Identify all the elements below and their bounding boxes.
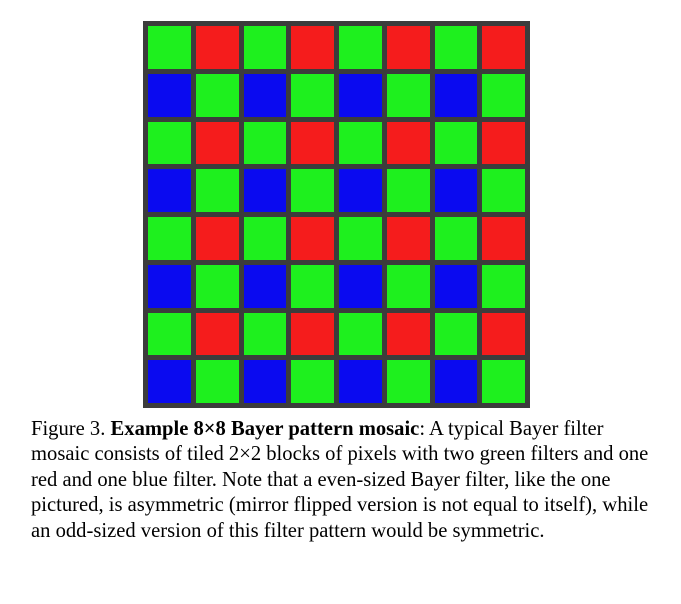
mosaic-cell-green [291,74,334,117]
mosaic-cell-green [435,217,478,260]
mosaic-cell-green [291,169,334,212]
mosaic-cell-green [148,313,191,356]
mosaic-cell-green [339,122,382,165]
mosaic-cell-blue [148,265,191,308]
mosaic-cell-red [291,313,334,356]
mosaic-cell-blue [244,169,287,212]
mosaic-cell-red [387,26,430,69]
mosaic-cell-blue [435,265,478,308]
mosaic-cell-red [387,313,430,356]
mosaic-cell-red [482,313,525,356]
mosaic-cell-green [435,122,478,165]
mosaic-cell-blue [339,74,382,117]
mosaic-cell-green [435,313,478,356]
mosaic-cell-red [291,122,334,165]
mosaic-cell-blue [148,169,191,212]
figure-caption [31,417,651,544]
mosaic-cell-green [387,74,430,117]
mosaic-cell-green [482,265,525,308]
mosaic-cell-blue [244,265,287,308]
mosaic-cell-green [148,26,191,69]
mosaic-cell-green [196,360,239,403]
mosaic-cell-blue [339,169,382,212]
mosaic-cell-red [387,217,430,260]
mosaic-cell-green [291,360,334,403]
mosaic-cell-red [196,122,239,165]
mosaic-cell-blue [244,74,287,117]
mosaic-cell-green [339,313,382,356]
mosaic-cell-green [339,217,382,260]
mosaic-cell-blue [339,265,382,308]
mosaic-cell-green [387,360,430,403]
mosaic-cell-blue [435,74,478,117]
caption-label: Figure 3. [31,418,106,440]
mosaic-cell-green [244,26,287,69]
mosaic-cell-blue [435,360,478,403]
caption-text: : A typical Bayer filter mosaic consists of tiled 2×2 blocks of pixels with two green filters and one red and one blue filter. Note that a even-sized Bayer filter, like the one pictured, is asymmetric (mirror flipped version is not equal to itself), while an odd-sized version of this filter pattern would be symmetric. [31,418,649,542]
mosaic-cell-red [196,26,239,69]
caption-title: Example 8×8 Bayer pattern mosaic [110,418,420,440]
mosaic-cell-green [244,313,287,356]
mosaic-cell-red [196,313,239,356]
mosaic-cell-green [482,74,525,117]
bayer-mosaic-grid [148,26,525,403]
mosaic-cell-green [339,26,382,69]
mosaic-cell-green [148,217,191,260]
mosaic-cell-green [244,122,287,165]
mosaic-cell-green [196,265,239,308]
mosaic-cell-red [482,122,525,165]
mosaic-cell-green [148,122,191,165]
mosaic-cell-blue [339,360,382,403]
mosaic-cell-green [482,360,525,403]
mosaic-cell-green [387,169,430,212]
mosaic-cell-green [196,169,239,212]
mosaic-cell-red [482,26,525,69]
mosaic-cell-red [291,217,334,260]
mosaic-cell-red [482,217,525,260]
mosaic-cell-red [387,122,430,165]
mosaic-cell-red [196,217,239,260]
mosaic-cell-green [244,217,287,260]
mosaic-cell-blue [435,169,478,212]
mosaic-cell-blue [244,360,287,403]
mosaic-cell-green [291,265,334,308]
mosaic-cell-blue [148,360,191,403]
mosaic-cell-red [291,26,334,69]
mosaic-cell-green [196,74,239,117]
mosaic-cell-green [435,26,478,69]
mosaic-cell-blue [148,74,191,117]
mosaic-cell-green [482,169,525,212]
bayer-mosaic-figure [143,21,530,408]
mosaic-cell-green [387,265,430,308]
